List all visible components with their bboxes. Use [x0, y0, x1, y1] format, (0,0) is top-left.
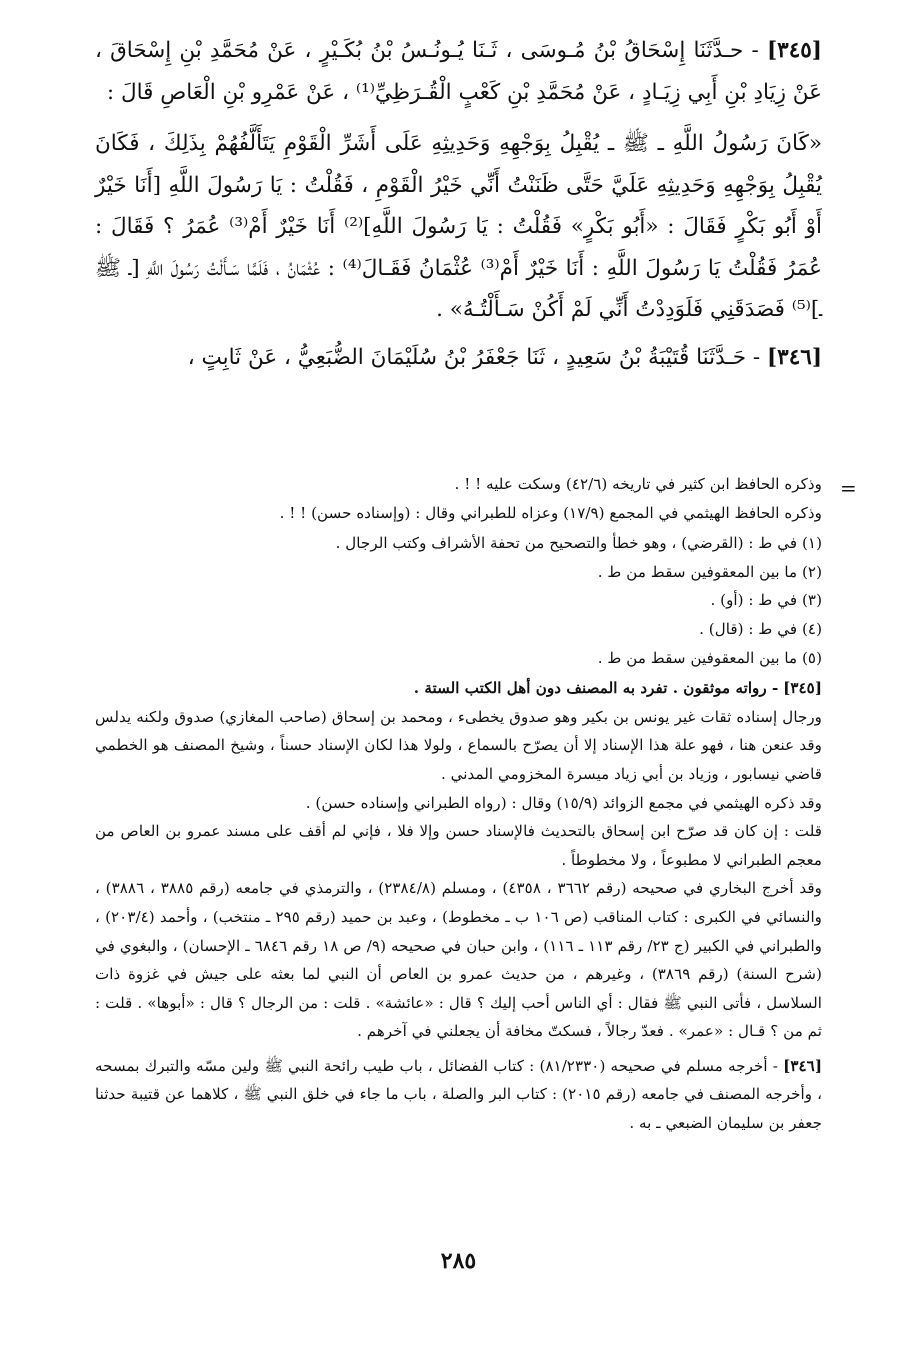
carry-note-2: وذكره الحافظ الهيثمي في المجمع (١٧/٩) وعزاه للطبراني وقال : (وإسناده حسن) ! ! .: [279, 503, 822, 522]
hadith-345-isnad-text: - حـدَّثَنَا إِسْحَاقُ بْنُ مُـوسَى ، ثَـنَا يُـونُـسُ بْنُ بُكَـيْرٍ ، عَنْ مُحَمَّدِ بْنِ إِسْحَاقَ ، عَنْ زِيَادِ بْنِ أَبِي زِيَـادٍ ، عَنْ مُحَمَّدِ بْنِ كَعْبٍ الْقُـرَظِيِّ⁽¹⁾ ، عَنْ عَمْرِو بْنِ الْعَاصِ قَالَ :: [95, 38, 822, 105]
footnote-4: (٤) في ط : (قال) .: [699, 619, 822, 638]
hadith-345-isnad: [95, 30, 822, 113]
footnotes: [95, 470, 822, 1138]
takhrij-345-paragraph-1: ورجال إسناده ثقات غير يونس بن بكير وهو صدوق يخطىء ، ومحمد بن إسحاق (صاحب المغازي) صدوق ولكنه يدلس وقد عنعن هنا ، فهو علة هذا الإسناد إلا أن يصرّح بالسماع ، ولولا هذا لكان الإسناد حسناً ، وشيخ المصنف هو الخطمي قاضي نيسابور ، وزياد بن أبي زياد ميسرة المخزومي المدني .: [95, 707, 822, 783]
footnote-1: (١) في ط : (القرضي) ، وهو خطأ والتصحيح من تحفة الأشراف وكتب الرجال .: [335, 534, 822, 553]
takhrij-346-text: - أخرجه مسلم في صحيحه (٨١/٢٣٣٠) : كتاب الفضائل ، باب طيب رائحة النبي ﷺ ولين مسّه والتبرك بمسحه ، وأخرجه المصنف في جامعه (رقم ٢٠١٥) : كتاب البر والصلة ، باب ما جاء في خلق النبي ﷺ ، كلاهما عن قتيبة حدثنا جعفر بن سليمان الضبعي ـ به .: [95, 1056, 822, 1133]
hadith-346-isnad: [95, 337, 822, 379]
footnote-3: (٣) في ط : (أو) .: [710, 591, 822, 610]
takhrij-345-paragraph-4: وقد أخرج البخاري في صحيحه (رقم ٣٦٦٢ ، ٤٣٥٨) ، ومسلم (٢٣٨٤/٨) ، والترمذي في جامعه (رقم ٣٨٨٥ ، ٣٨٨٦) ، والنسائي في الكبرى : كتاب المناقب (ص ١٠٦ ب ـ مخطوط) ، وعبد بن حميد (رقم ٢٩٥ ـ منتخب) ، وأحمد (٢٠٣/٤) ، والطبراني في الكبير (ج ٢٣/ رقم ١١٣ ـ ١١٦) ، وابن حبان في صحيحه (٩/ ص ١٨ رقم ٦٨٤٦ ـ الإحسان) ، والبغوي في (شرح السنة) (رقم ٣٨٦٩) ، وغيرهم ، من حديث عمرو بن العاص أن النبي لما بعثه على جيش في غزوة ذات السلاسل ، فأتى النبي ﷺ فقال : أي الناس أحب إليك ؟ قال : «عائشة» . قلت : من الرجال ؟ قال : «أبوها» . قلت : ثم من ؟ قـال : «عمر» . فعدّ رجالاً ، فسكتّ مخافة أن يجعلني في آخرهم .: [95, 879, 823, 1041]
takhrij-345-paragraph-2: وقد ذكره الهيثمي في مجمع الزوائد (١٥/٩) وقال : (رواه الطبراني وإسناده حسن) .: [305, 793, 822, 812]
takhrij-345-number: [٣٤٥]: [783, 679, 822, 698]
takhrij-345-paragraph-3: قلت : إن كان قد صرّح ابن إسحاق بالتحديث فالإسناد حسن وإلا فلا ، فإني لم أقف على مسند عمرو بن العاص من معجم الطبراني لا مطبوعاً ، ولا مخطوطاً .: [95, 822, 822, 869]
hadith-346-isnad-text: - حَـدَّثَنَا قُتَيْبَةُ بْنُ سَعِيدٍ ، ثَنَا جَعْفَرُ بْنُ سُلَيْمَانَ الضُّبَعِيُّ ، عَنْ ثَابِتٍ ،: [187, 344, 761, 370]
continuation-mark: =: [840, 476, 857, 500]
hadith-346-number: [٣٤٦]: [766, 344, 822, 370]
footnote-5: (٥) ما بين المعقوفين سقط من ط .: [597, 648, 822, 667]
footnote-2: (٢) ما بين المعقوفين سقط من ط .: [597, 562, 822, 581]
hadith-345-number: [٣٤٥]: [766, 38, 822, 63]
hadith-345-body: «كَانَ رَسُولُ اللَّهِ ـ ﷺ ـ يُقْبِلُ بِوَجْهِهِ وَحَدِيثِهِ عَلَى أَشَرِّ الْقَوْمِ يَتَأَلَّفُهُمْ بِذَلِكَ ، فَكَانَ يُقْبِلُ بِوَجْهِهِ وَحَدِيثِهِ عَلَيَّ حَتَّى ظَنَنْتُ أَنِّي خَيْرُ الْقَوْمِ ، فَقُلْتُ : يَا رَسُولَ اللَّهِ [أَنَا خَيْرٌ أَوْ أَبُو بَكْرٍ فَقَالَ : «أَبُو بَكْرٍ» فَقُلْتُ : يَا رَسُولَ اللَّهِ]⁽²⁾ أَنَا خَيْرٌ أَمْ⁽³⁾ عُمَرُ ؟ فَقَالَ : عُمَرُ فَقُلْتُ يَا رَسُولَ اللَّهِ : أَنَا خَيْرٌ أَمْ⁽³⁾ عُثْمَانُ فَقَـالَ⁽⁴⁾ : عُثْمَانُ ، فَلَمَّا سَـأَلْتُ رَسُولَ اللَّهِ [ـ ﷺ ـ]⁽⁵⁾ فَصَدَقَنِي فَلَوَدِدْتُ أَنِّي لَمْ أَكُنْ سَـأَلْتُـهُ» .: [95, 131, 822, 322]
takhrij-345-lead-text: - رواته موثقون . تفرد به المصنف دون أهل الكتب الستة .: [413, 679, 779, 698]
main-text: [95, 30, 822, 384]
takhrij-346-number: [٣٤٦]: [783, 1056, 822, 1075]
takhrij-345-lead: [95, 674, 822, 703]
carry-note-1: وذكره الحافظ ابن كثير في تاريخه (٤٢/٦) وسكت عليه ! ! .: [454, 475, 822, 493]
takhrij-346-paragraph: [95, 1052, 822, 1138]
page-number: ٢٨٥: [440, 1248, 477, 1274]
